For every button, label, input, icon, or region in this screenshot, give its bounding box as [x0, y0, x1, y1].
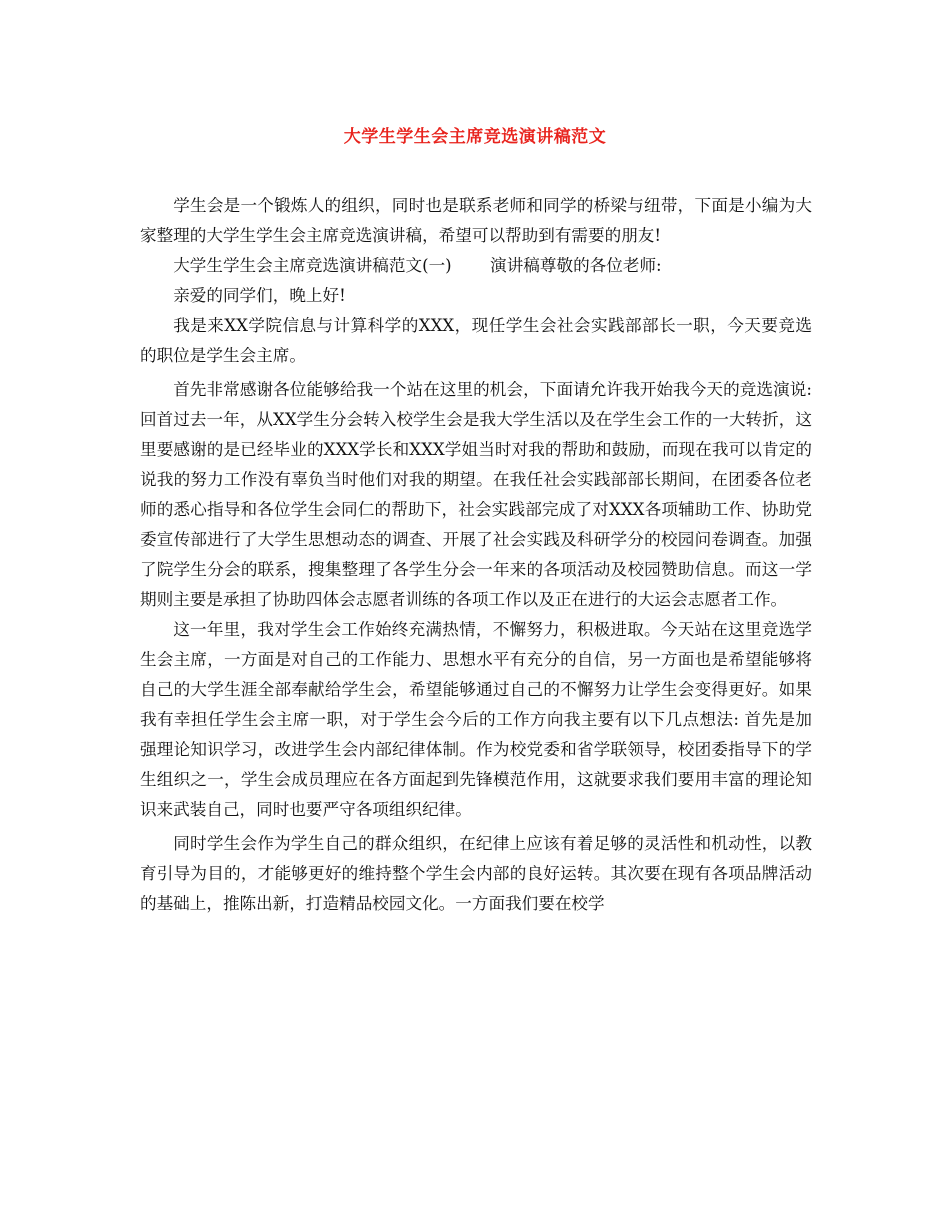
document-title: 大学生学生会主席竞选演讲稿范文	[343, 127, 607, 147]
paragraph-self-introduction: 我是来XX学院信息与计算科学的XXX，现任学生会社会实践部部长一职，今天要竞选的职位是学生会主席。	[140, 316, 812, 365]
document-body	[140, 191, 812, 919]
paragraph-greeting: 亲爱的同学们，晚上好!	[173, 286, 346, 305]
paragraph-intro: 学生会是一个锻炼人的组织，同时也是联系老师和同学的桥梁与纽带，下面是小编为大家整理的大学生学生会主席竞选演讲稿，希望可以帮助到有需要的朋友!	[140, 196, 812, 245]
paragraph-heading-line: 大学生学生会主席竞选演讲稿范文(一) 演讲稿尊敬的各位老师:	[173, 256, 662, 275]
paragraph-continuation: 同时学生会作为学生自己的群众组织，在纪律上应该有着足够的灵活性和机动性，以教育引导为目的，才能够更好的维持整个学生会内部的良好运转。其次要在现有各项品牌活动的基础上，推陈出新，打造精品校园文化。一方面我们要在校学	[140, 834, 812, 913]
paragraph-review: 首先非常感谢各位能够给我一个站在这里的机会，下面请允许我开始我今天的竞选演说: 回首过去一年，从XX学生分会转入校学生会是我大学生活以及在学生会工作的一大转折，这里要感谢的是已经毕业的XXX学长和XXX学姐当时对我的帮助和鼓励，而现在我可以肯定的说我的努力工作没有辜负当时他们对我的期望。在我任社会实践部部长期间，在团委各位老师的悉心指导和各位学生会同仁的帮助下，社会实践部完成了对XXX各项辅助工作、协助党委宣传部进行了大学生思想动态的调查、开展了社会实践及科研学分的校园问卷调查。加强了院学生分会的联系，搜集整理了各学生分会一年来的各项活动及校园赞助信息。而这一学期则主要是承担了协助四体会志愿者训练的各项工作以及正在进行的大运会志愿者工作。	[140, 380, 812, 609]
paragraph-plans: 这一年里，我对学生会工作始终充满热情，不懈努力，积极进取。今天站在这里竞选学生会主席，一方面是对自己的工作能力、思想水平有充分的自信，另一方面也是希望能够将自己的大学生涯全部奉献给学生会，希望能够通过自己的不懈努力让学生会变得更好。如果我有幸担任学生会主席一职，对于学生会今后的工作方向我主要有以下几点想法: 首先是加强理论知识学习，改进学生会内部纪律体制。作为校党委和省学联领导，校团委指导下的学生组织之一，学生会成员理应在各方面起到先锋模范作用，这就要求我们要用丰富的理论知识来武装自己，同时也要严守各项组织纪律。	[140, 620, 812, 819]
